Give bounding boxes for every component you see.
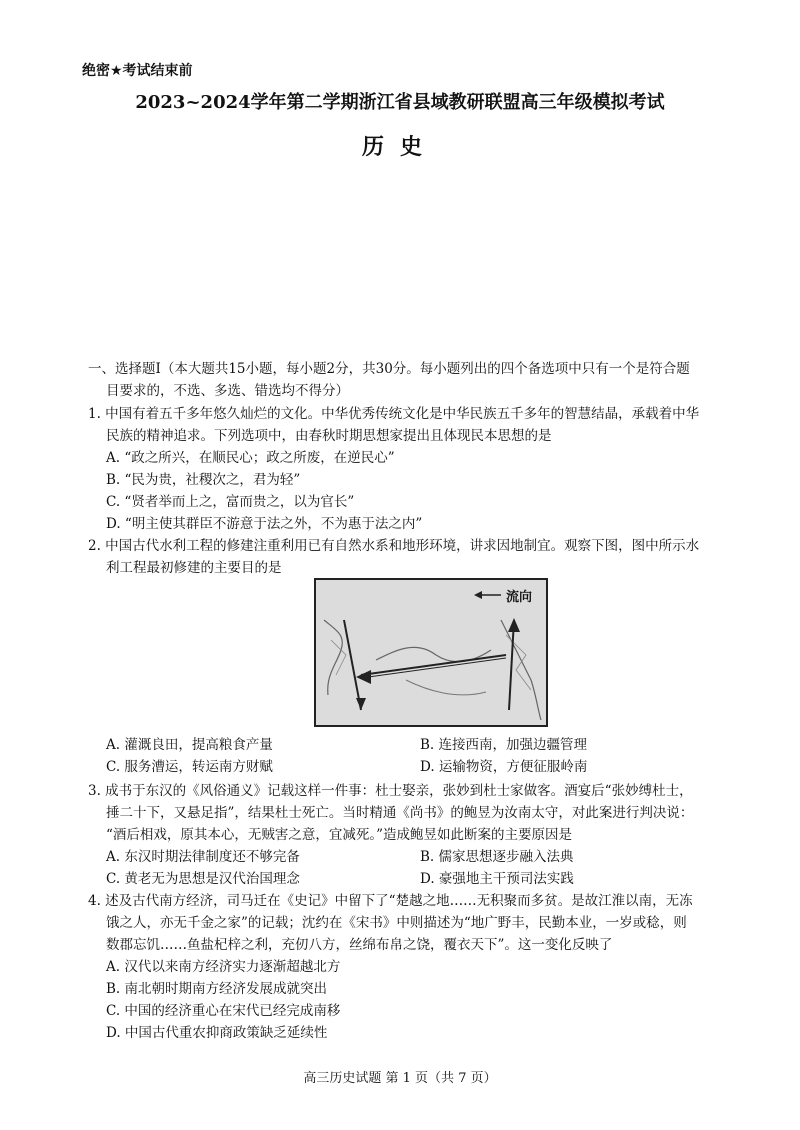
section-heading-cont: 目要求的，不选、多选、错选均不得分） [106, 383, 349, 399]
q1-option-d: D. “明主使其群臣不游意于法之外，不为惠于法之内” [106, 516, 423, 532]
canal-map-figure [314, 578, 548, 727]
question-2-stem-cont: 利工程最初修建的主要目的是 [106, 560, 282, 576]
question-1-stem-cont: 民族的精神追求。下列选项中，由春秋时期思想家提出且体现民本思想的是 [106, 428, 552, 444]
page-footer: 高三历史试题 第 1 页（共 7 页） [303, 1071, 497, 1086]
q2-option-c: C. 服务漕运，转运南方财赋 [106, 759, 273, 775]
q4-option-d: D. 中国古代重农抑商政策缺乏延续性 [106, 1025, 328, 1041]
q1-option-c: C. “贤者举而上之，富而贵之，以为官长” [106, 494, 355, 510]
q4-option-c: C. 中国的经济重心在宋代已经完成南移 [106, 1003, 341, 1019]
exam-title: 2023~2024学年第二学期浙江省县域教研联盟高三年级模拟考试 [135, 92, 665, 113]
q3-option-d: D. 豪强地主干预司法实践 [420, 871, 574, 887]
question-2-stem: 2. 中国古代水利工程的修建注重利用已有自然水系和地形环境，讲求因地制宜。观察下图，图中所示水 [88, 538, 700, 554]
q1-option-b: B. “民为贵，社稷次之，君为轻” [106, 472, 301, 488]
question-1-stem: 1. 中国有着五千多年悠久灿烂的文化。中华优秀传统文化是中华民族五千多年的智慧结晶，承载着中华 [88, 406, 700, 422]
q2-option-a: A. 灌溉良田，提高粮食产量 [106, 737, 273, 753]
q4-option-b: B. 南北朝时期南方经济发展成就突出 [106, 981, 328, 997]
q3-option-a: A. 东汉时期法律制度还不够完备 [106, 849, 300, 865]
question-3-stem-cont-1: 捶二十下，又悬足指”，结果杜士死亡。当时精通《尚书》的鲍昱为汝南太守，对此案进行判决说： [106, 805, 694, 821]
q1-option-a: A. “政之所兴，在顺民心；政之所废，在逆民心” [106, 450, 395, 466]
section-heading: 一、选择题Ⅰ（本大题共15小题，每小题2分，共30分。每小题列出的四个备选项中只有一个是符合题 [88, 361, 690, 377]
q2-option-b: B. 连接西南，加强边疆管理 [420, 737, 588, 753]
q2-option-d: D. 运输物资，方便征服岭南 [420, 759, 588, 775]
question-4-stem-cont-1: 饿之人，亦无千金之家”的记载；沈约在《宋书》中则描述为“地广野丰，民勤本业，一岁或稔，则 [106, 915, 687, 931]
q3-option-c: C. 黄老无为思想是汉代治国理念 [106, 871, 300, 887]
q3-option-b: B. 儒家思想逐步融入法典 [420, 849, 574, 865]
question-3-stem-cont-2: “酒后相戏，原其本心，无贼害之意，宜减死。”造成鲍昱如此断案的主要原因是 [106, 827, 573, 843]
question-4-stem-cont-2: 数郡忘饥……鱼盐杞梓之利，充仞八方，丝绵布帛之饶，覆衣天下”。这一变化反映了 [106, 937, 613, 953]
question-3-stem: 3. 成书于东汉的《风俗通义》记载这样一件事：杜士娶亲，张妙到杜士家做客。酒宴后“张妙缚杜士， [88, 783, 693, 799]
map-flow-label: 流向 [506, 590, 533, 605]
question-4-stem: 4. 述及古代南方经济，司马迁在《史记》中留下了“楚越之地……无积聚而多贫。是故江淮以南，无冻 [88, 893, 693, 909]
q4-option-a: A. 汉代以来南方经济实力逐渐超越北方 [106, 959, 341, 975]
subject-title: 历史 [361, 135, 438, 160]
confidential-label: 绝密★考试结束前 [82, 63, 193, 79]
